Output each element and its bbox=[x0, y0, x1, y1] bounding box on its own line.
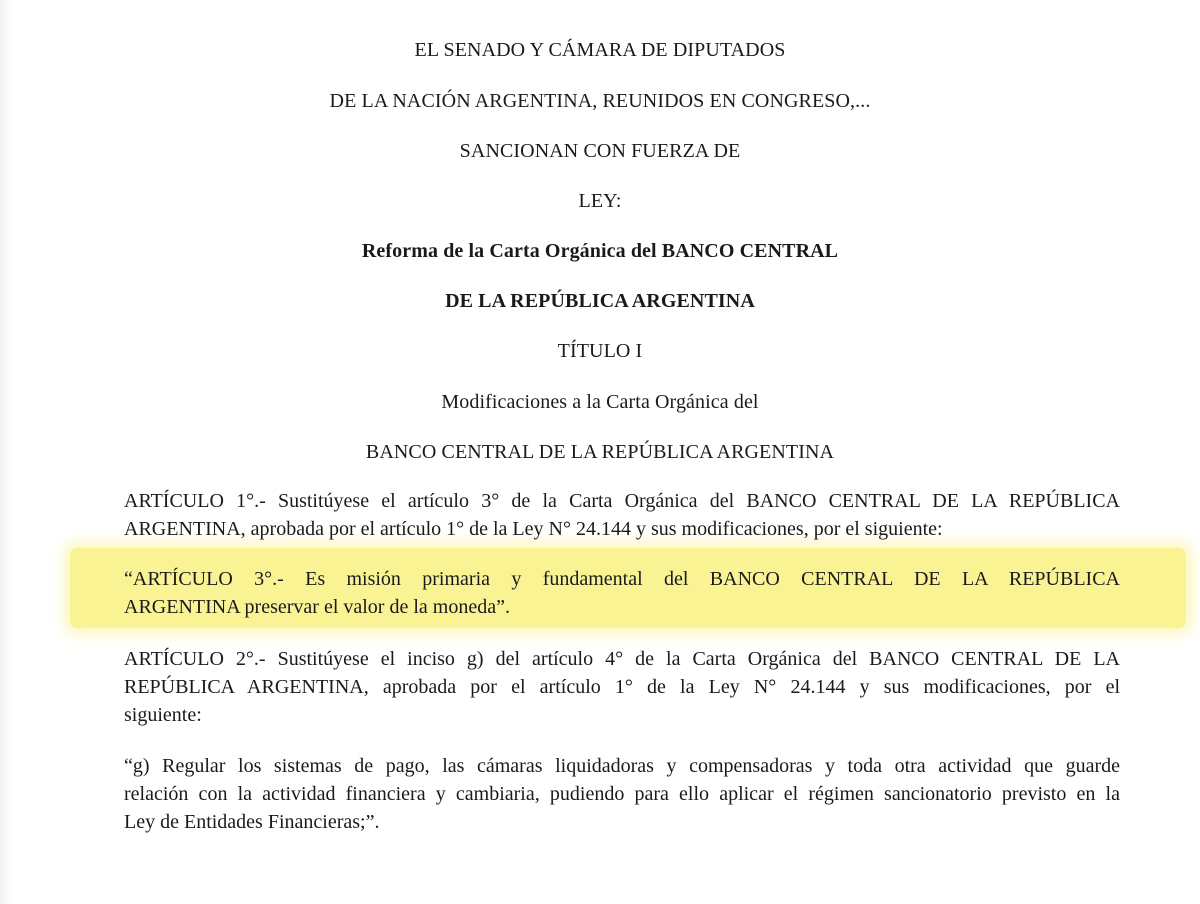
article-3-quote bbox=[124, 565, 1120, 621]
header-line-2: DE LA NACIÓN ARGENTINA, REUNIDOS EN CONGRESO,... bbox=[329, 90, 871, 112]
title-line-1: Reforma de la Carta Orgánica del BANCO CENTRAL bbox=[361, 240, 839, 262]
section-subheading-line-1: Modificaciones a la Carta Orgánica del bbox=[441, 391, 759, 413]
header-line-4: LEY: bbox=[578, 190, 622, 212]
inciso-g-line-3: Ley de Entidades Financieras;”. bbox=[124, 811, 380, 833]
article-2-line-1: ARTÍCULO 2°.- Sustitúyese el inciso g) del artículo 4° de la Carta Orgánica del BANCO CENTRAL DE LA bbox=[124, 648, 1120, 670]
header-line-3: SANCIONAN CON FUERZA DE bbox=[459, 140, 741, 162]
title-line-2: DE LA REPÚBLICA ARGENTINA bbox=[445, 290, 755, 312]
section-subheading-line-2: BANCO CENTRAL DE LA REPÚBLICA ARGENTINA bbox=[365, 441, 835, 463]
article-3-quote-line-2: ARGENTINA preservar el valor de la moneda”. bbox=[124, 596, 510, 618]
inciso-g-quote bbox=[124, 752, 1120, 836]
article-2-line-3: siguiente: bbox=[124, 704, 202, 726]
article-1-line-2: ARGENTINA, aprobada por el artículo 1° de la Ley N° 24.144 y sus modificaciones, por el siguiente: bbox=[124, 518, 943, 540]
section-heading: TÍTULO I bbox=[557, 340, 643, 362]
article-1 bbox=[124, 487, 1120, 543]
inciso-g-line-1: “g) Regular los sistemas de pago, las cámaras liquidadoras y compensadoras y toda otra actividad que guarde bbox=[124, 755, 1120, 777]
article-2 bbox=[124, 645, 1120, 729]
header-line-1: EL SENADO Y CÁMARA DE DIPUTADOS bbox=[414, 39, 786, 61]
inciso-g-line-2: relación con la actividad financiera y cambiaria, pudiendo para ello aplicar el régimen sancionatorio previsto en la bbox=[124, 783, 1120, 805]
article-3-quote-line-1: “ARTÍCULO 3°.- Es misión primaria y fundamental del BANCO CENTRAL DE LA REPÚBLICA bbox=[124, 568, 1120, 590]
article-2-line-2: REPÚBLICA ARGENTINA, aprobada por el artículo 1° de la Ley N° 24.144 y sus modificaciones, por el bbox=[124, 676, 1120, 698]
article-1-line-1: ARTÍCULO 1°.- Sustitúyese el artículo 3° de la Carta Orgánica del BANCO CENTRAL DE LA REPÚBLICA bbox=[124, 490, 1120, 512]
